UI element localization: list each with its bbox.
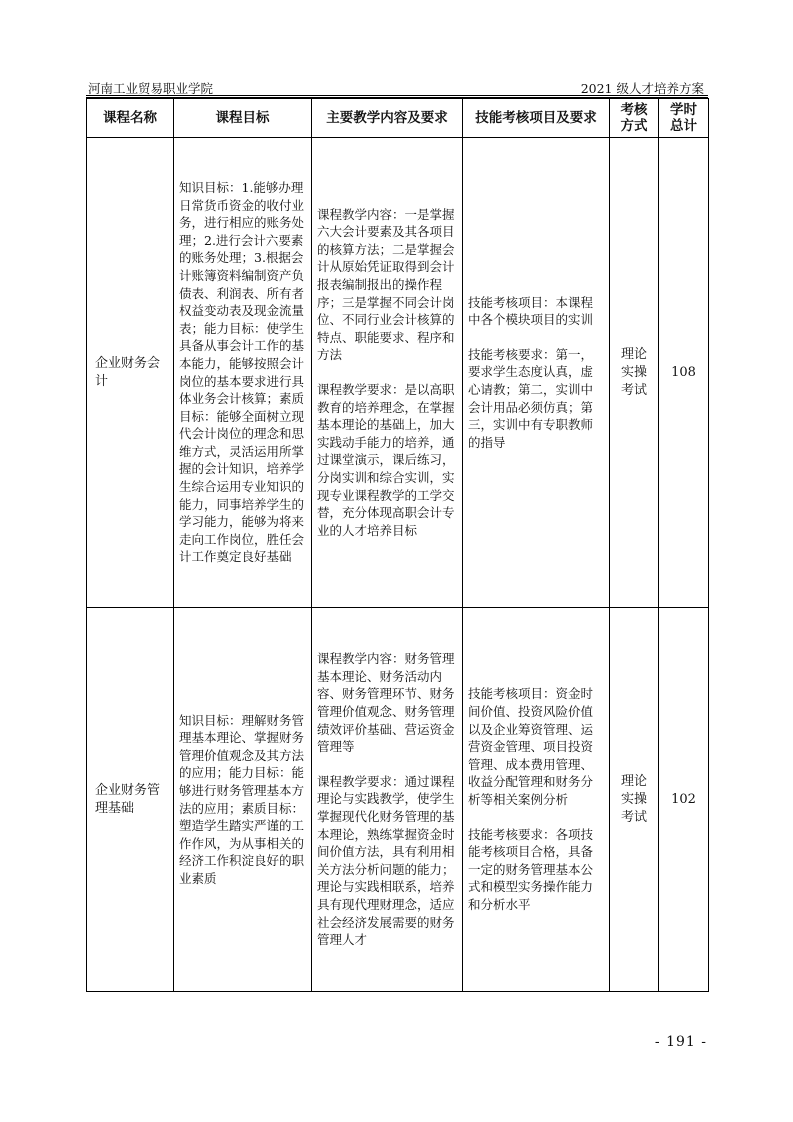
skill-requirements: 技能考核要求：第一，要求学生态度认真，虚心请教；第二，实训中会计用品必须仿真；第三，实训中有专职教师的指导 <box>468 346 594 450</box>
col-header-method: 考核方式 <box>610 99 659 138</box>
assessment-method: 理论实操考试 <box>610 138 659 608</box>
col-header-hours: 学时总计 <box>659 99 709 138</box>
course-content <box>312 138 463 608</box>
skill-items: 技能考核项目：资金时间价值、投资风险价值以及企业筹资管理、运营资金管理、项目投资管理、成本费用管理、收益分配管理和财务分析等相关案例分析 <box>468 686 594 807</box>
skill-items: 技能考核项目：本课程中各个模块项目的实训 <box>468 294 594 328</box>
teaching-content: 课程教学内容：财务管理基本理论、财务活动内容、财务管理环节、财务管理价值观念、财务管理绩效评价基础、营运资金管理等 <box>317 651 455 755</box>
table-row <box>87 608 709 992</box>
col-header-content: 主要教学内容及要求 <box>312 99 463 138</box>
col-header-skill: 技能考核项目及要求 <box>463 99 610 138</box>
col-header-course-name: 课程名称 <box>87 99 174 138</box>
header-rule <box>86 95 708 96</box>
teaching-requirement: 课程教学要求：通过课程理论与实践教学，使学生掌握现代化财务管理的基本理论，熟练掌握资金时间价值方法，具有利用相关方法分析问题的能力；理论与实践相联系，培养具有现代理财理念，适应社会经济发展需要的财务管理人才 <box>317 773 455 948</box>
course-name: 企业财务会计 <box>87 138 174 608</box>
course-table <box>86 98 709 992</box>
course-goal: 知识目标：理解财务管理基本理论、掌握财务管理价值观念及其方法的应用；能力目标：能够进行财务管理基本方法的应用；素质目标：塑造学生踏实严谨的工作作风，为从事相关的经济工作积淀良好的职业素质 <box>174 608 312 992</box>
total-hours: 102 <box>659 608 709 992</box>
page-number: - 191 - <box>654 1034 707 1050</box>
col-header-course-goal: 课程目标 <box>174 99 312 138</box>
header-school: 河南工业贸易职业学院 <box>88 81 214 96</box>
table-row <box>87 138 709 608</box>
skill-requirements: 技能考核要求：各项技能考核项目合格，具备一定的财务管理基本公式和模型实务操作能力和分析水平 <box>468 826 594 912</box>
assessment-method: 理论实操考试 <box>610 608 659 992</box>
teaching-content: 课程教学内容：一是掌握六大会计要素及其各项目的核算方法；二是掌握会计从原始凭证取得到会计报表编制报出的操作程序；三是掌握不同会计岗位、不同行业会计核算的特点、职能要求、程序和方法 <box>317 206 455 363</box>
course-goal: 知识目标：1.能够办理日常货币资金的收付业务，进行相应的账务处理；2.进行会计六要素的账务处理；3.根据会计账簿资料编制资产负债表、利润表、所有者权益变动表及现金流量表；能力目标：使学生具备从事会计工作的基本能力，能够按照会计岗位的基本要求进行具体业务会计核算；素质目标：能够全面树立现代会计岗位的理念和思维方式，灵活运用所掌握的会计知识，培养学生综合运用专业知识的能力，同事培养学生的学习能力，能够为将来走向工作岗位，胜任会计工作奠定良好基础 <box>174 138 312 608</box>
course-skill <box>463 608 610 992</box>
total-hours: 108 <box>659 138 709 608</box>
course-name: 企业财务管理基础 <box>87 608 174 992</box>
course-content <box>312 608 463 992</box>
teaching-requirement: 课程教学要求：是以高职教育的培养理念，在掌握基本理论的基础上，加大实践动手能力的培养，通过课堂演示，课后练习，分岗实训和综合实训，实现专业课程教学的工学交替，充分体现高职会计专业的人才培养目标 <box>317 382 455 538</box>
table-header-row <box>87 99 709 138</box>
course-skill <box>463 138 610 608</box>
header-plan-title: 2021 级人才培养方案 <box>580 81 704 96</box>
